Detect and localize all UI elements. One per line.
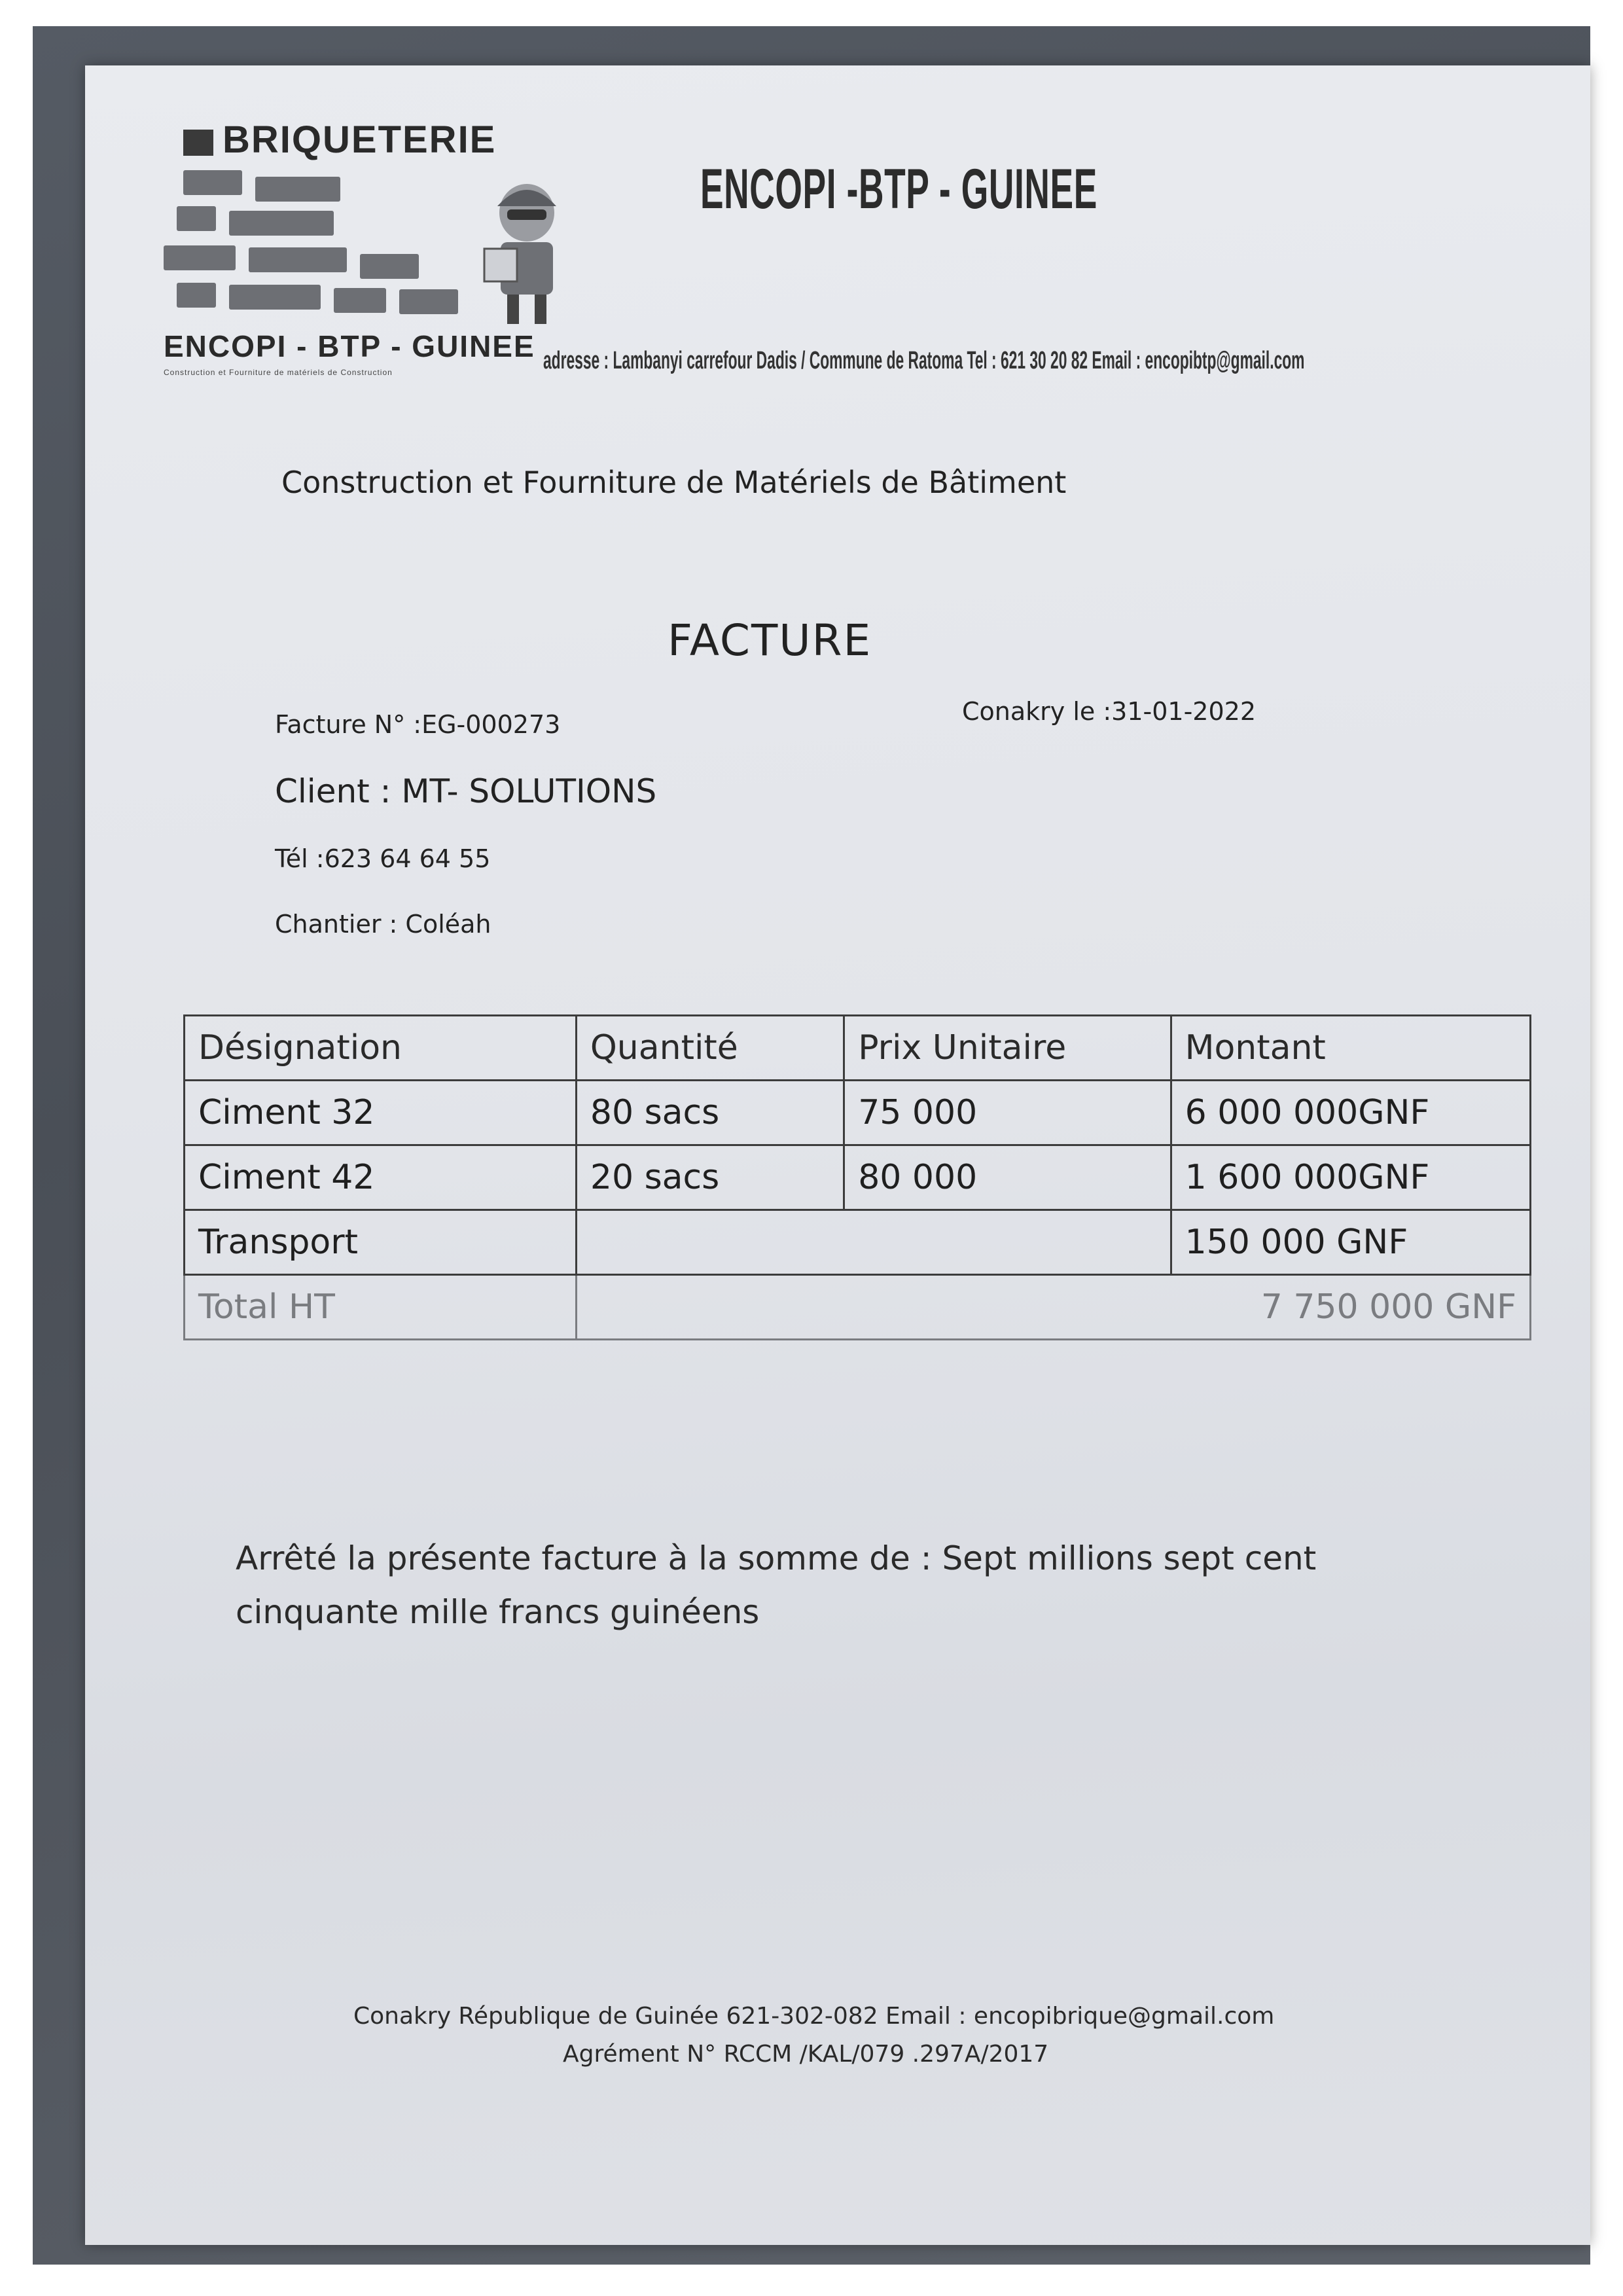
logo-top-text (183, 118, 496, 162)
logo-square-mark (183, 130, 213, 156)
column-header: Montant (1171, 1016, 1530, 1081)
table-header-row (185, 1016, 1531, 1081)
bricks-graphic (164, 170, 478, 321)
transport-amount: 150 000 GNF (1171, 1210, 1530, 1275)
total-row (185, 1275, 1531, 1340)
logo-top-label: BRIQUETERIE (223, 118, 497, 161)
item-quantity: 80 sacs (576, 1081, 844, 1145)
column-header: Désignation (185, 1016, 577, 1081)
empty-cell (576, 1210, 1171, 1275)
item-amount: 6 000 000GNF (1171, 1081, 1530, 1145)
item-unit-price: 80 000 (844, 1145, 1171, 1210)
invoice-number: Facture N° :EG-000273 (275, 710, 561, 739)
company-brand-title: ENCOPI -BTP - GUINEE (700, 158, 1097, 221)
client-phone: Tél :623 64 64 55 (275, 844, 491, 873)
table-row (185, 1081, 1531, 1145)
company-address-line: adresse : Lambanyi carrefour Dadis / Commune de Ratoma Tel : 621 30 20 82 Email : encopibtp@gmail.com (543, 347, 1305, 374)
logo-subtitle: Construction et Fourniture de matériels de Construction (164, 368, 393, 377)
transport-row (185, 1210, 1531, 1275)
total-label: Total HT (185, 1275, 577, 1340)
item-designation: Ciment 42 (185, 1145, 577, 1210)
transport-label: Transport (185, 1210, 577, 1275)
client-name: Client : MT- SOLUTIONS (275, 772, 657, 810)
logo-company-name: ENCOPI - BTP - GUINEE (164, 329, 535, 363)
worksite: Chantier : Coléah (275, 910, 491, 939)
column-header: Prix Unitaire (844, 1016, 1171, 1081)
invoice-page (85, 65, 1590, 2245)
item-quantity: 20 sacs (576, 1145, 844, 1210)
item-unit-price: 75 000 (844, 1081, 1171, 1145)
column-header: Quantité (576, 1016, 844, 1081)
company-tagline: Construction et Fourniture de Matériels de Bâtiment (281, 465, 1067, 500)
invoice-table (183, 1014, 1531, 1340)
item-designation: Ciment 32 (185, 1081, 577, 1145)
document-title: FACTURE (668, 615, 872, 666)
total-amount: 7 750 000 GNF (576, 1275, 1530, 1340)
amount-in-words: Arrêté la présente facture à la somme de : Sept millions sept cent cinquante mille francs guinéens (236, 1539, 1317, 1631)
worker-illustration-icon (471, 177, 582, 327)
invoice-date: Conakry le :31-01-2022 (962, 697, 1257, 726)
footer-contact: Conakry République de Guinée 621-302-082 Email : encopibrique@gmail.com (353, 2003, 1275, 2030)
footer-registration: Agrément N° RCCM /KAL/079 .297A/2017 (563, 2041, 1049, 2068)
item-amount: 1 600 000GNF (1171, 1145, 1530, 1210)
table-row (185, 1145, 1531, 1210)
